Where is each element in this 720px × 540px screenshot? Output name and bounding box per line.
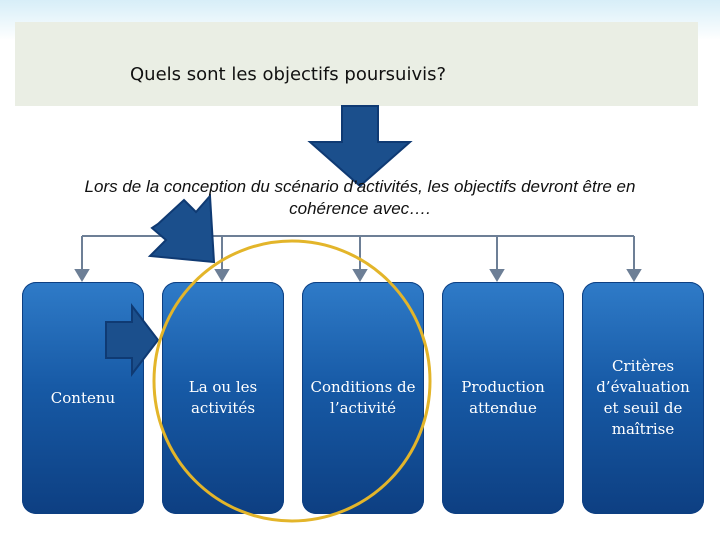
subtitle-line-1: Lors de la conception du scénario d’activités, les objectifs devront être en — [84, 177, 636, 196]
box-label-production: Production attendue — [461, 378, 545, 417]
box-label-activites: La ou les activités — [188, 378, 258, 417]
box-label-conditions: Conditions de l’activité — [310, 378, 416, 417]
subtitle-line-2: cohérence avec…. — [289, 199, 431, 218]
highlight-circle — [154, 241, 430, 521]
slide-title: Quels sont les objectifs poursuivis? — [130, 64, 447, 85]
box-label-contenu: Contenu — [50, 388, 116, 407]
box-label-criteres: Critères d’évaluation et seuil de maîtrise — [596, 357, 690, 438]
right-pointer-arrow — [106, 306, 158, 374]
